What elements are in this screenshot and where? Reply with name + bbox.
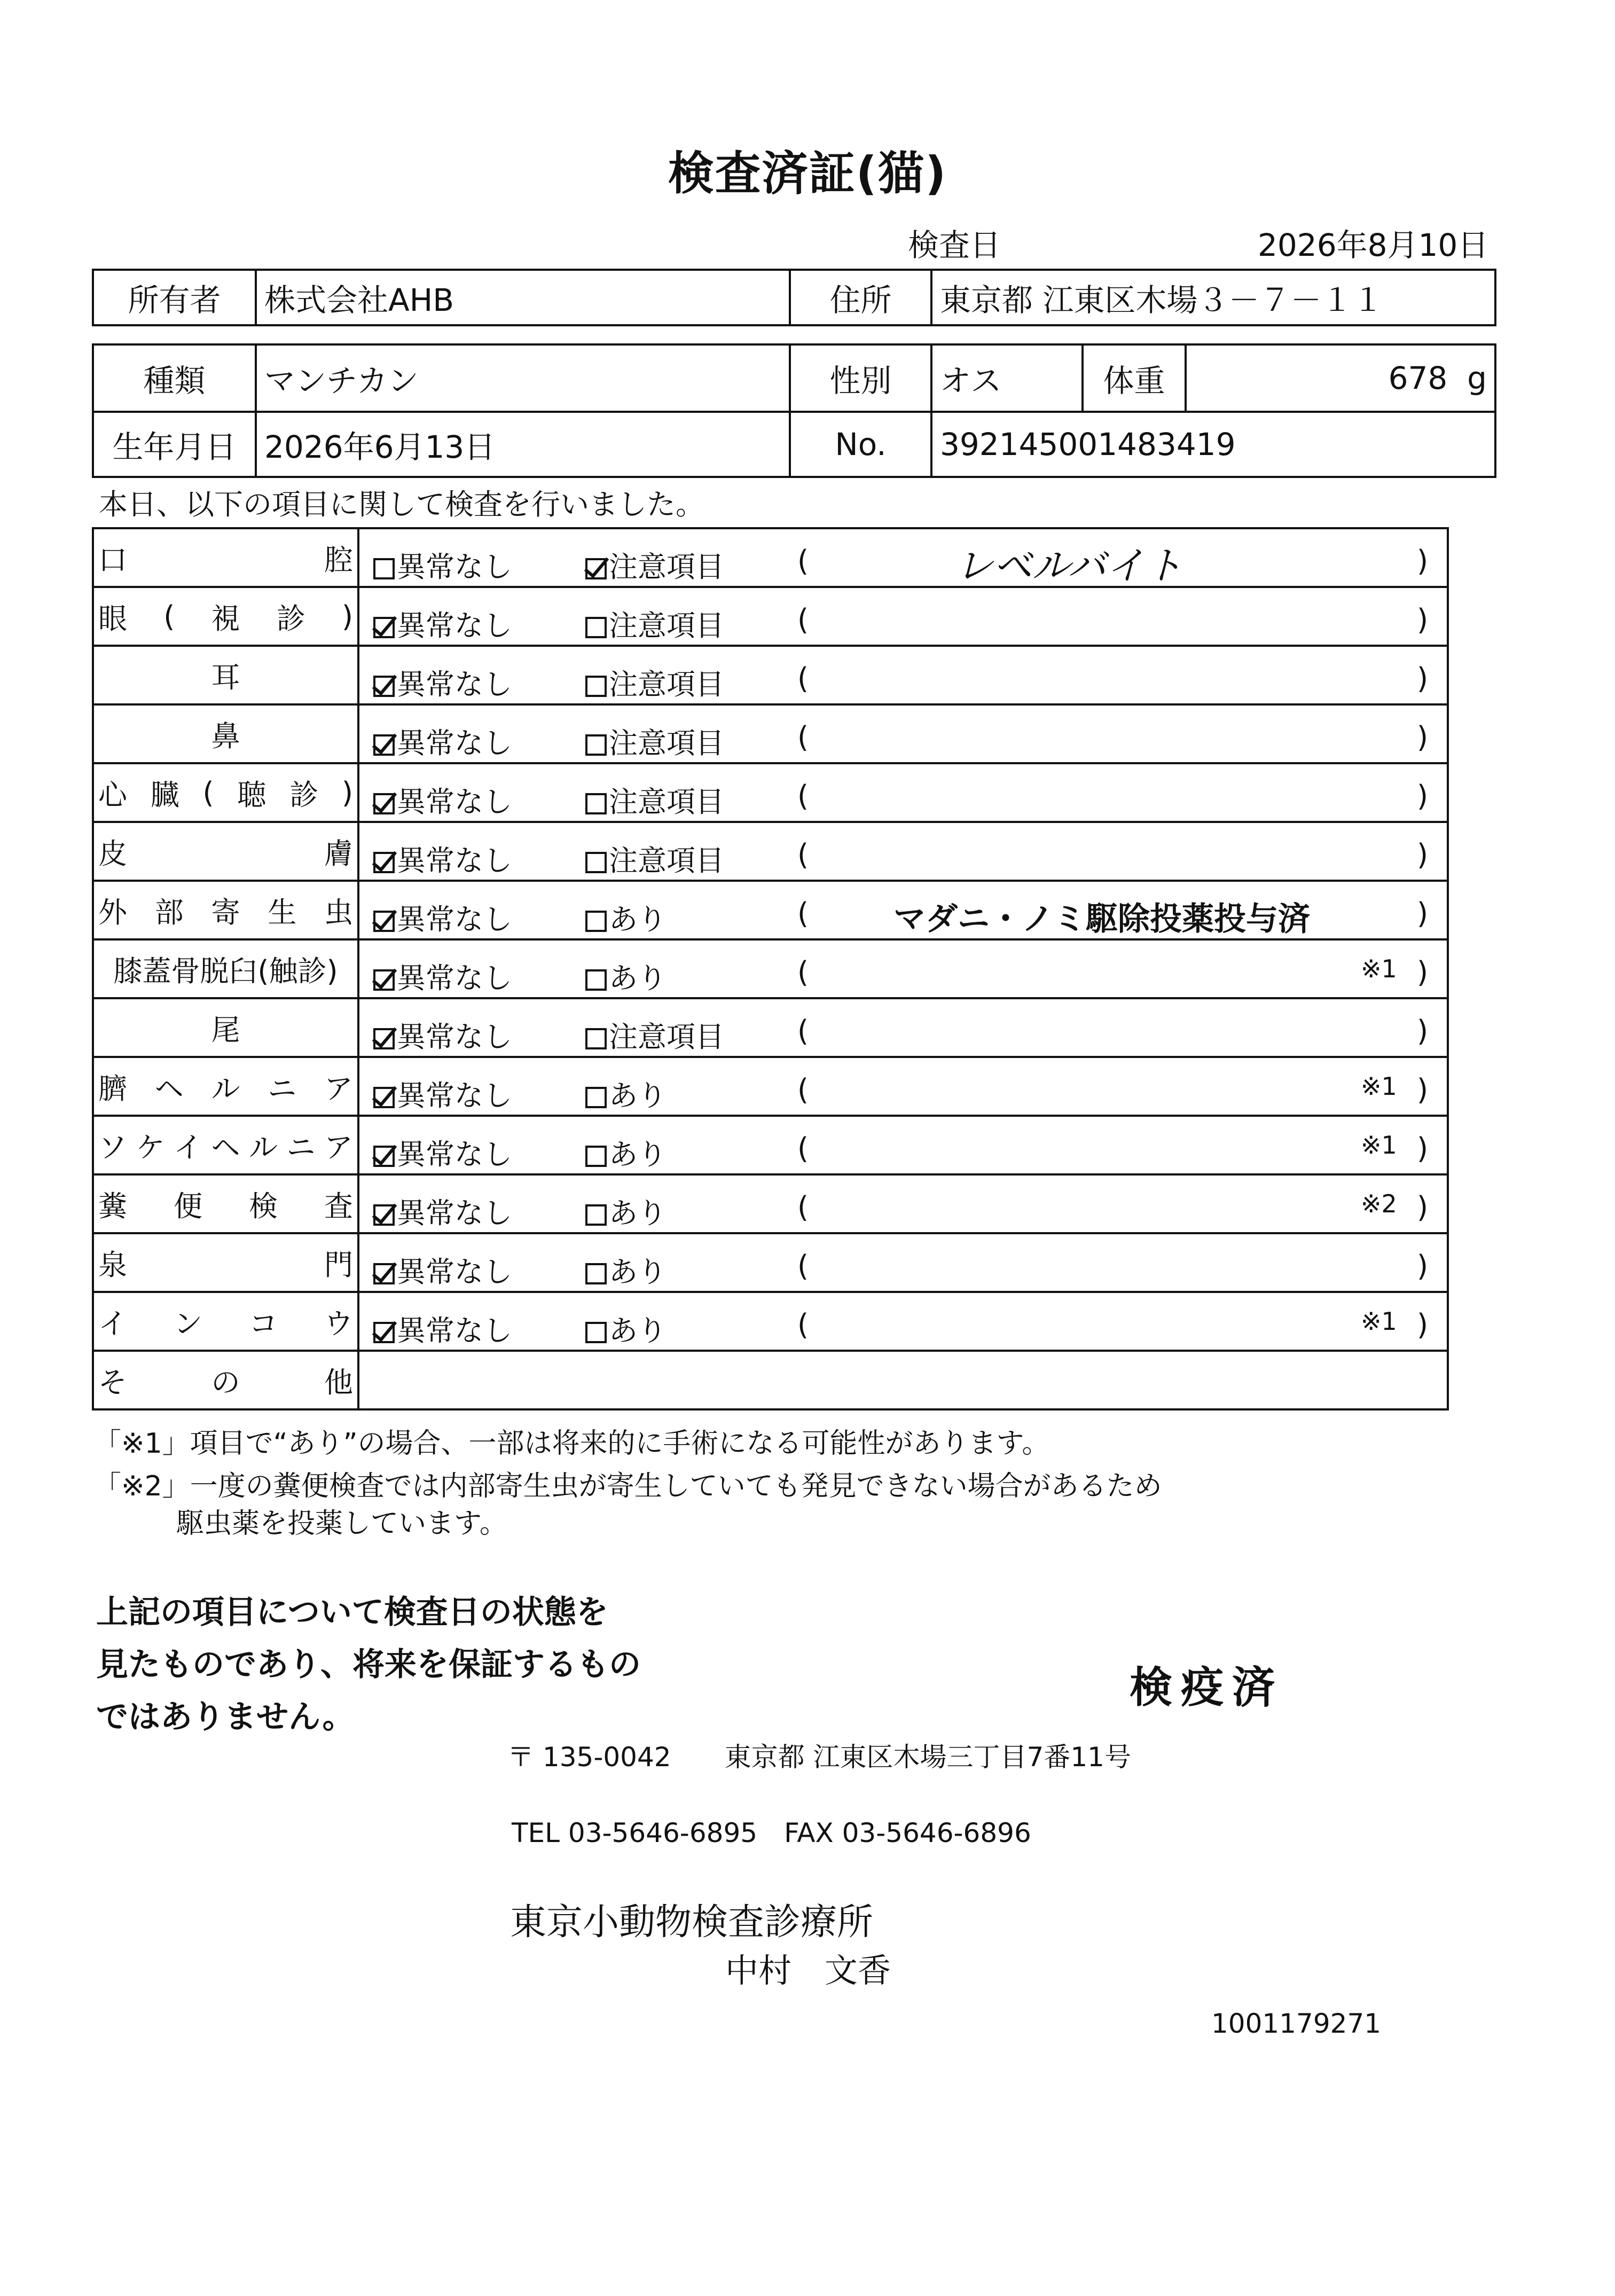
checkbox-icon[interactable] <box>585 793 607 814</box>
checkbox-icon[interactable] <box>373 558 395 579</box>
exam-row <box>93 1174 1448 1233</box>
exam-item-label-part: の <box>211 1365 240 1399</box>
option-label: 異常なし <box>397 550 512 584</box>
weight-cell <box>1186 344 1495 412</box>
option-label: あり <box>609 1314 667 1347</box>
note-open-paren: ( <box>797 720 809 754</box>
exam-row <box>93 998 1448 1057</box>
option-normal[interactable] <box>373 897 512 938</box>
exam-item-label-part: 眼 <box>98 601 127 636</box>
clinic-name: 東京小動物検査診療所 <box>510 1901 874 1944</box>
option-label: 異常なし <box>397 1020 512 1054</box>
exam-item-label-part: ) <box>341 775 353 810</box>
exam-item-label <box>93 939 358 998</box>
option-normal[interactable] <box>373 720 512 762</box>
exam-item-label-part: ウ <box>324 1306 353 1341</box>
option-label: 注意項目 <box>609 550 724 584</box>
checkbox-checked-icon[interactable] <box>373 793 395 814</box>
option-attention[interactable] <box>585 1190 667 1232</box>
breed-label: 種類 <box>93 344 256 412</box>
inspection-date: 2026年8月10日 <box>1258 227 1489 263</box>
option-attention[interactable] <box>585 1073 667 1114</box>
option-attention[interactable] <box>585 955 667 997</box>
exam-item-label-part: イ <box>98 1306 127 1341</box>
exam-item-options <box>358 881 1448 939</box>
footnote-mark: ※1 <box>1361 1307 1397 1336</box>
note-close-paren: ) <box>1417 1073 1429 1107</box>
checkbox-icon[interactable] <box>585 852 607 873</box>
owner-label: 所有者 <box>93 270 256 325</box>
option-attention[interactable] <box>585 1014 724 1055</box>
exam-item-options <box>358 1292 1448 1351</box>
option-label: 異常なし <box>397 1255 512 1289</box>
exam-item-label-part: ア <box>324 1130 353 1164</box>
note-close-paren: ) <box>1417 662 1429 695</box>
option-normal[interactable] <box>373 662 512 703</box>
footnote-2-line1: 「※2」一度の糞便検査では内部寄生虫が寄生していても発見できない場合があるため <box>93 1470 1162 1502</box>
exam-item-label-part: 臍 <box>98 1071 127 1106</box>
disclaimer <box>96 1586 641 1743</box>
option-attention[interactable] <box>585 544 724 585</box>
note-close-paren: ) <box>1417 720 1429 754</box>
exam-item-label-part: 査 <box>324 1189 353 1223</box>
exam-item-options <box>358 998 1448 1057</box>
checkbox-checked-icon[interactable] <box>373 1204 395 1226</box>
exam-row <box>93 1057 1448 1116</box>
document-title: 検査済証(猫) <box>668 147 947 200</box>
exam-item-label <box>93 1174 358 1233</box>
no-label: No. <box>790 412 931 477</box>
option-label: 異常なし <box>397 1079 512 1112</box>
exam-row <box>93 528 1448 587</box>
option-attention[interactable] <box>585 779 724 820</box>
clinic-tel-fax: TEL 03-5646-6895 FAX 03-5646-6896 <box>512 1817 1031 1848</box>
exam-row <box>93 587 1448 646</box>
exam-row <box>93 1292 1448 1351</box>
option-attention[interactable] <box>585 720 724 762</box>
exam-item-options <box>358 587 1448 646</box>
exam-item-label-part: ) <box>341 599 353 633</box>
address-value: 東京都 江東区木場３－７－１１ <box>931 270 1495 325</box>
note-open-paren: ( <box>797 1190 809 1224</box>
checkbox-checked-icon[interactable] <box>373 1028 395 1049</box>
exam-item-label <box>93 528 358 587</box>
exam-item-label-part: ケ <box>136 1130 165 1164</box>
note-close-paren: ) <box>1417 1014 1429 1048</box>
sex-value: オス <box>931 344 1083 412</box>
exam-item-label-part: ヘ <box>154 1071 184 1106</box>
exam-row <box>93 881 1448 939</box>
clinic-address: 〒 135-0042 東京都 江東区木場三丁目7番11号 <box>507 1742 1131 1773</box>
exam-item-options <box>358 704 1448 763</box>
checkbox-icon[interactable] <box>585 1087 607 1108</box>
exam-item-label <box>93 1292 358 1351</box>
option-label: あり <box>609 1196 667 1230</box>
exam-row <box>93 646 1448 704</box>
exam-item-label-part: 診 <box>289 778 319 812</box>
checkbox-icon[interactable] <box>585 1263 607 1284</box>
exam-item-label-part: 門 <box>324 1248 353 1282</box>
exam-item-label-part: 生 <box>268 895 297 929</box>
option-normal[interactable] <box>373 779 512 820</box>
exam-item-options <box>358 939 1448 998</box>
exam-item-label-part: ソ <box>98 1130 127 1164</box>
checkbox-icon[interactable] <box>585 676 607 697</box>
exam-item-options <box>358 822 1448 881</box>
quarantine-stamp: 検疫済 <box>1130 1663 1283 1712</box>
note-close-paren: ) <box>1417 603 1429 637</box>
exam-item-label-part: 鼻 <box>211 719 240 753</box>
exam-item-label-part: 臓 <box>150 778 179 812</box>
exam-item-label-part: ニ <box>286 1130 316 1164</box>
note-open-paren: ( <box>797 1014 809 1048</box>
exam-row <box>93 939 1448 998</box>
owner-value: 株式会社AHB <box>256 270 790 325</box>
checkbox-checked-icon[interactable] <box>585 558 607 579</box>
exam-item-options <box>358 1351 1448 1409</box>
exam-item-label-part: 膚 <box>324 836 353 871</box>
exam-item-label <box>93 822 358 881</box>
option-label: 異常なし <box>397 668 512 701</box>
exam-row <box>93 1233 1448 1292</box>
exam-item-options <box>358 1057 1448 1116</box>
option-label: 異常なし <box>397 903 512 936</box>
exam-item-label <box>93 704 358 763</box>
note-open-paren: ( <box>797 1073 809 1107</box>
note-close-paren: ) <box>1417 1132 1429 1165</box>
note-close-paren: ) <box>1417 1190 1429 1224</box>
exam-item-label <box>93 998 358 1057</box>
option-label: あり <box>609 961 667 995</box>
checkbox-checked-icon[interactable] <box>373 911 395 932</box>
option-label: 異常なし <box>397 961 512 995</box>
exam-item-label-part: ン <box>174 1306 202 1341</box>
serial-number: 1001179271 <box>1211 2008 1382 2039</box>
option-normal[interactable] <box>373 1308 512 1349</box>
checkbox-checked-icon[interactable] <box>373 1322 395 1343</box>
checkbox-icon[interactable] <box>585 911 607 932</box>
exam-item-options <box>358 1174 1448 1233</box>
option-attention[interactable] <box>585 897 667 938</box>
exam-item-options <box>358 763 1448 822</box>
exam-item-label-part: ア <box>324 1071 353 1106</box>
option-normal[interactable] <box>373 1073 512 1114</box>
exam-item-label-part: 聴 <box>237 778 266 812</box>
exam-item-options <box>358 528 1448 587</box>
exam-item-label <box>93 881 358 939</box>
disclaimer-line2: 見たものであり、将来を保証するもの <box>96 1646 641 1683</box>
note-open-paren: ( <box>797 603 809 637</box>
checkbox-icon[interactable] <box>585 617 607 638</box>
exam-item-label-part: 腔 <box>324 543 353 577</box>
option-attention[interactable] <box>585 838 724 879</box>
footnote-1: 「※1」項目で“あり”の場合、一部は将来的に手術になる可能性があります。 <box>93 1428 1050 1460</box>
option-normal[interactable] <box>373 1249 512 1290</box>
option-label: 異常なし <box>397 844 512 877</box>
footnote-mark: ※1 <box>1361 1131 1397 1159</box>
weight-label: 体重 <box>1083 344 1186 412</box>
exam-intro: 本日、以下の項目に関して検査を行いました。 <box>99 488 704 521</box>
exam-row <box>93 1116 1448 1174</box>
exam-row <box>93 1351 1448 1409</box>
exam-item-label-part: 寄 <box>211 895 240 929</box>
exam-item-options <box>358 646 1448 704</box>
exam-item-label-part: 心 <box>98 778 127 812</box>
exam-item-label <box>93 1351 358 1409</box>
inspection-date-label: 検査日 <box>908 227 1001 263</box>
option-label: 注意項目 <box>609 668 724 701</box>
exam-row <box>93 704 1448 763</box>
exam-item-options <box>358 1233 1448 1292</box>
option-normal[interactable] <box>373 544 512 585</box>
exam-note: マダニ・ノミ駆除投薬投与済 <box>893 900 1310 938</box>
option-normal[interactable] <box>373 603 512 644</box>
option-label: あり <box>609 1138 667 1171</box>
footnote-mark: ※1 <box>1361 1072 1397 1101</box>
exam-row <box>93 822 1448 881</box>
checkbox-icon[interactable] <box>585 969 607 991</box>
exam-item-label-part: ニ <box>268 1071 297 1106</box>
exam-item-label-part: 診 <box>276 601 305 636</box>
option-label: あり <box>609 1079 667 1112</box>
footnote-mark: ※1 <box>1361 954 1397 983</box>
option-label: 異常なし <box>397 1314 512 1347</box>
option-label: 注意項目 <box>609 726 724 760</box>
exam-item-label <box>93 1233 358 1292</box>
option-normal[interactable] <box>373 1190 512 1232</box>
exam-item-label-part: 他 <box>324 1365 353 1399</box>
address-label: 住所 <box>790 270 931 325</box>
note-open-paren: ( <box>797 544 809 578</box>
option-normal[interactable] <box>373 1014 512 1055</box>
checkbox-icon[interactable] <box>585 1204 607 1226</box>
checkbox-icon[interactable] <box>585 734 607 756</box>
disclaimer-line1: 上記の項目について検査日の状態を <box>96 1594 608 1631</box>
exam-item-label-part: 視 <box>211 601 240 636</box>
exam-item-label-part: 皮 <box>98 836 127 871</box>
note-close-paren: ) <box>1417 544 1429 578</box>
exam-item-label-part: 膝蓋骨脱臼(触診) <box>113 954 338 988</box>
checkbox-checked-icon[interactable] <box>373 617 395 638</box>
checkbox-checked-icon[interactable] <box>373 852 395 873</box>
exam-table <box>92 527 1449 1410</box>
option-label: 注意項目 <box>609 844 724 877</box>
note-close-paren: ) <box>1417 955 1429 989</box>
note-close-paren: ) <box>1417 1249 1429 1283</box>
checkbox-icon[interactable] <box>585 1322 607 1343</box>
exam-item-label <box>93 587 358 646</box>
checkbox-icon[interactable] <box>585 1146 607 1167</box>
exam-item-label-part: コ <box>249 1306 278 1341</box>
exam-item-label-part: 虫 <box>324 895 353 929</box>
exam-item-label-part: 尾 <box>211 1013 240 1047</box>
checkbox-icon[interactable] <box>585 1028 607 1049</box>
owner-table <box>92 269 1496 326</box>
sex-label: 性別 <box>790 344 931 412</box>
checkbox-checked-icon[interactable] <box>373 969 395 991</box>
option-normal[interactable] <box>373 955 512 997</box>
exam-item-label-part: ヘ <box>211 1130 240 1164</box>
exam-item-label-part: ル <box>249 1130 278 1164</box>
exam-item-label-part: 泉 <box>98 1248 127 1282</box>
note-open-paren: ( <box>797 955 809 989</box>
weight-unit: g <box>1467 360 1487 396</box>
option-attention[interactable] <box>585 1308 667 1349</box>
exam-item-label-part: 便 <box>174 1189 202 1223</box>
note-open-paren: ( <box>797 779 809 813</box>
note-close-paren: ) <box>1417 1308 1429 1342</box>
option-label: 異常なし <box>397 609 512 642</box>
birth-label: 生年月日 <box>93 412 256 477</box>
note-open-paren: ( <box>797 662 809 695</box>
exam-item-label-part: ル <box>211 1071 240 1106</box>
disclaimer-line3: ではありません。 <box>96 1698 355 1736</box>
option-label: 異常なし <box>397 1196 512 1230</box>
footnote-2-line2: 駆虫薬を投薬しています。 <box>176 1508 507 1540</box>
exam-item-label-part: 検 <box>249 1189 278 1223</box>
doctor-name: 中村 文香 <box>725 1951 891 1990</box>
option-label: 注意項目 <box>609 785 724 819</box>
checkbox-checked-icon[interactable] <box>373 1087 395 1108</box>
exam-item-label-part: 糞 <box>98 1189 127 1223</box>
checkbox-checked-icon[interactable] <box>373 1146 395 1167</box>
exam-item-label-part: 部 <box>154 895 184 929</box>
exam-row <box>93 763 1448 822</box>
option-normal[interactable] <box>373 838 512 879</box>
option-normal[interactable] <box>373 1132 512 1173</box>
note-close-paren: ) <box>1417 838 1429 872</box>
note-open-paren: ( <box>797 1132 809 1165</box>
option-label: 異常なし <box>397 1138 512 1171</box>
weight-value: 678 <box>1388 360 1448 396</box>
exam-item-label-part: 耳 <box>211 660 240 694</box>
exam-item-options <box>358 1116 1448 1174</box>
handwritten-note: レベルバイト <box>955 543 1183 588</box>
exam-item-label-part: ( <box>202 775 214 810</box>
breed-value: マンチカン <box>256 344 790 412</box>
checkbox-checked-icon[interactable] <box>373 676 395 697</box>
note-close-paren: ) <box>1417 897 1429 930</box>
exam-item-label-part: イ <box>174 1130 202 1164</box>
note-close-paren: ) <box>1417 779 1429 813</box>
birth-value: 2026年6月13日 <box>256 412 790 477</box>
note-open-paren: ( <box>797 838 809 872</box>
option-attention[interactable] <box>585 1132 667 1173</box>
pet-info-table <box>92 343 1496 478</box>
exam-item-label <box>93 763 358 822</box>
option-label: あり <box>609 1255 667 1289</box>
no-value: 392145001483419 <box>931 412 1495 477</box>
footnote-mark: ※2 <box>1361 1189 1397 1218</box>
option-label: あり <box>609 903 667 936</box>
option-attention[interactable] <box>585 662 724 703</box>
option-attention[interactable] <box>585 603 724 644</box>
option-label: 注意項目 <box>609 1020 724 1054</box>
option-attention[interactable] <box>585 1249 667 1290</box>
note-open-paren: ( <box>797 1308 809 1342</box>
checkbox-checked-icon[interactable] <box>373 734 395 756</box>
exam-item-label-part: 口 <box>98 543 127 577</box>
option-label: 異常なし <box>397 726 512 760</box>
exam-item-label-part: ( <box>163 599 175 633</box>
exam-item-label <box>93 1116 358 1174</box>
exam-item-label-part: そ <box>98 1365 127 1399</box>
note-open-paren: ( <box>797 1249 809 1283</box>
option-label: 異常なし <box>397 785 512 819</box>
exam-item-label <box>93 1057 358 1116</box>
checkbox-checked-icon[interactable] <box>373 1263 395 1284</box>
exam-item-label-part: 外 <box>98 895 127 929</box>
note-open-paren: ( <box>797 897 809 930</box>
option-label: 注意項目 <box>609 609 724 642</box>
exam-item-label <box>93 646 358 704</box>
